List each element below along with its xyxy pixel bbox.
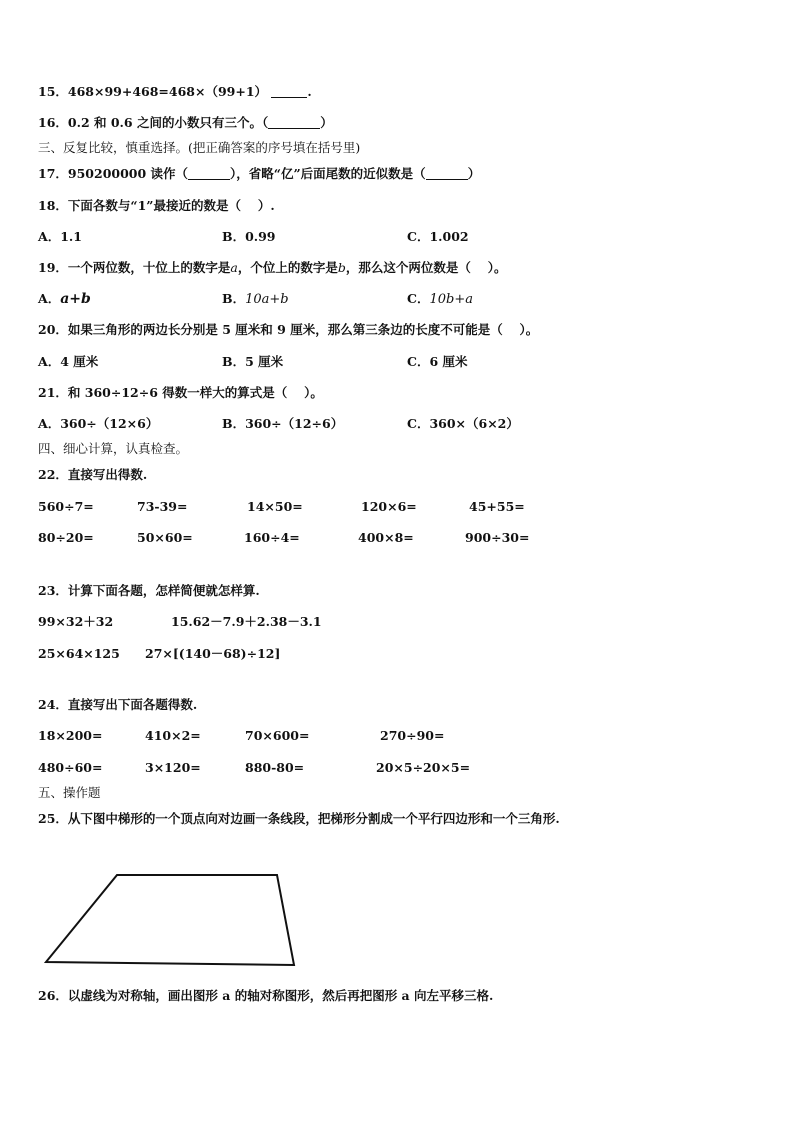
question-number: 16． [38, 115, 68, 130]
calc-item: 70×600= [245, 728, 310, 743]
question-text: 468×99+468=468×（99+1） [67, 84, 268, 99]
section-4-heading: 四、细心计算，认真检查。 [38, 441, 189, 456]
calc-item: 27×[(140－68)÷12] [145, 646, 281, 661]
question-15: 15．468×99+468=468×（99+1） . [38, 84, 312, 99]
variable-a: a [230, 260, 238, 275]
option-c[interactable]: C．360×（6×2） [407, 416, 519, 431]
question-number: 17． [38, 166, 68, 181]
question-number: 22． [38, 467, 68, 482]
calc-item: 20×5÷20×5= [376, 760, 471, 775]
option-c[interactable]: C．1.002 [407, 229, 469, 244]
calc-item: 560÷7= [38, 499, 94, 514]
calc-item: 80÷20= [38, 530, 94, 545]
calc-item: 15.62－7.9＋2.38－3.1 [171, 614, 322, 629]
question-16: 16．0.2 和 0.6 之间的小数只有三个。（ ） [38, 115, 333, 130]
expr-a-plus-b: a+b [60, 291, 91, 307]
calc-item: 3×120= [145, 760, 201, 775]
calc-item: 50×60= [137, 530, 193, 545]
option-b[interactable]: B．10a+b [222, 291, 289, 307]
section-5-heading: 五、操作题 [38, 785, 101, 800]
question-number: 15． [38, 84, 68, 99]
trapezoid-figure[interactable] [46, 875, 294, 965]
option-b[interactable]: B．5 厘米 [222, 354, 284, 369]
calc-item: 25×64×125 [38, 646, 120, 661]
option-b[interactable]: B．0.99 [222, 229, 276, 244]
calc-item: 270÷90= [380, 728, 445, 743]
question-number: 18． [38, 198, 68, 213]
option-a[interactable]: A．360÷（12×6） [38, 416, 159, 431]
question-number: 24． [38, 697, 68, 712]
question-text: 如果三角形的两边长分别是 5 厘米和 9 厘米，那么第三条边的长度不可能是（ ）。 [67, 322, 539, 337]
question-text: 下面各数与“1”最接近的数是（ ）. [67, 198, 275, 213]
question-text: 从下图中梯形的一个顶点向对边画一条线段，把梯形分割成一个平行四边形和一个三角形. [67, 811, 560, 826]
calc-item: 99×32＋32 [38, 614, 114, 629]
question-text: 和 360÷12÷6 得数一样大的算式是（ ）。 [67, 385, 323, 400]
option-c[interactable]: C．6 厘米 [407, 354, 468, 369]
calc-item: 480÷60= [38, 760, 103, 775]
option-a[interactable]: A．1.1 [38, 229, 82, 244]
option-a[interactable]: A．4 厘米 [38, 354, 99, 369]
question-number: 25． [38, 811, 68, 826]
calc-item: 45+55= [469, 499, 525, 514]
question-19: 19．一个两位数，十位上的数字是a，个位上的数字是b，那么这个两位数是（ ）。 [38, 260, 507, 275]
question-text: 以虚线为对称轴，画出图形 a 的轴对称图形，然后再把图形 a 向左平移三格. [67, 988, 494, 1003]
question-number: 26． [38, 988, 68, 1003]
calc-item: 120×6= [361, 499, 417, 514]
option-c[interactable]: C．10b+a [407, 291, 473, 307]
calc-item: 400×8= [358, 530, 414, 545]
question-17: 17．950200000 读作（ ），省略“亿”后面尾数的近似数是（ ） [38, 166, 481, 181]
option-a[interactable]: A．a+b [38, 291, 91, 307]
question-number: 20． [38, 322, 68, 337]
calc-item: 880-80= [245, 760, 305, 775]
calc-item: 14×50= [247, 499, 303, 514]
calc-item: 410×2= [145, 728, 201, 743]
section-3-heading: 三、反复比较，慎重选择。(把正确答案的序号填在括号里) [38, 140, 361, 155]
question-text: 0.2 和 0.6 之间的小数只有三个。（ [67, 115, 269, 130]
question-text: 计算下面各题，怎样简便就怎样算. [67, 583, 260, 598]
expr-10a-plus-b: 10a+b [245, 292, 289, 307]
question-number: 21． [38, 385, 68, 400]
calc-item: 160÷4= [244, 530, 300, 545]
question-number: 19． [38, 260, 68, 275]
calc-item: 18×200= [38, 728, 103, 743]
variable-b: b [337, 260, 346, 275]
expr-10b-plus-a: 10b+a [429, 292, 473, 307]
question-text: 直接写出下面各题得数. [67, 697, 198, 712]
question-text: 直接写出得数. [67, 467, 148, 482]
question-26 [38, 988, 493, 1004]
option-b[interactable]: B．360÷（12÷6） [222, 416, 344, 431]
calc-item: 73-39= [137, 499, 188, 514]
question-number: 23． [38, 583, 68, 598]
calc-item: 900÷30= [465, 530, 530, 545]
